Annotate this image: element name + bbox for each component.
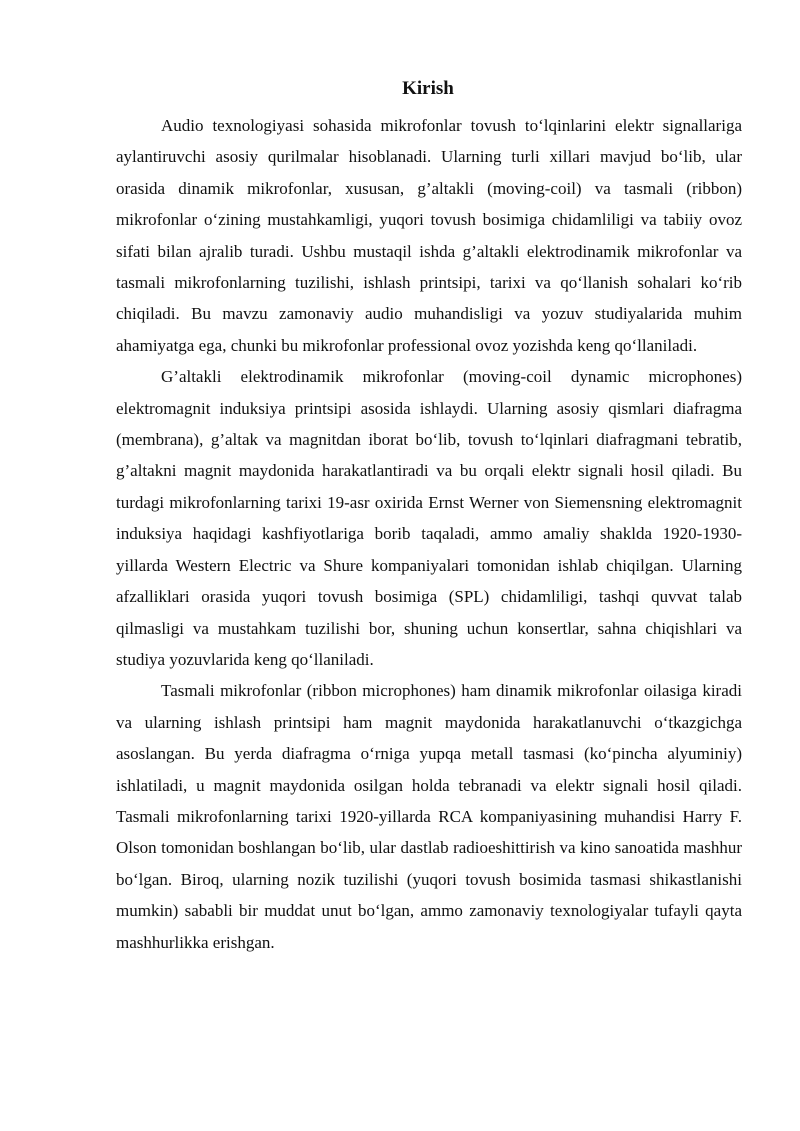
paragraph-introduction: Audio texnologiyasi sohasida mikrofonlar tovush to‘lqinlarini elektr signallariga aylantiruvchi asosiy qurilmalar hisoblanadi. Ularning turli xillari mavjud bo‘lib, ular orasida dinamik mikrofonlar, xususan, g’altakli (moving-coil) va tasmali (ribbon) mikrofonlar o‘zining mustahkamligi, yuqori tovush bosimiga chidamliligi va tabiiy ovoz sifati bilan ajralib turadi. Ushbu mustaqil ishda g’altakli elektrodinamik mikrofonlar va tasmali mikrofonlarning tuzilishi, ishlash printsipi, tarixi va qo‘llanish sohalari ko‘rib chiqiladi. Bu mavzu zamonaviy audio muhandisligi va yozuv studiyalarida muhim ahamiyatga ega, chunki bu mikrofonlar professional ovoz yozishda keng qo‘llaniladi.: [116, 116, 742, 355]
paragraph-moving-coil-microphones: G’altakli elektrodinamik mikrofonlar (moving-coil dynamic microphones) elektromagnit induksiya printsipi asosida ishlaydi. Ularning asosiy qismlari diafragma (membrana), g’altak va magnitdan iborat bo‘lib, tovush to‘lqinlari diafragmani tebratib, g’altakni magnit maydonida harakatlantiradi va bu orqali elektr signali hosil qiladi. Bu turdagi mikrofonlarning tarixi 19-asr oxirida Ernst Werner von Siemensning elektromagnit induksiya haqidagi kashfiyotlariga borib taqaladi, ammo amaliy shaklda 1920-1930-yillarda Western Electric va Shure kompaniyalari tomonidan ishlab chiqilgan. Ularning afzalliklari orasida yuqori tovush bosimiga (SPL) chidamliligi, tashqi quvvat talab qilmasligi va mustahkam tuzilishi bor, shuning uchun konsertlar, sahna chiqishlari va studiya yozuvlarida keng qo‘llaniladi.: [116, 367, 742, 669]
document-body: [116, 110, 742, 958]
paragraph-ribbon-microphones: Tasmali mikrofonlar (ribbon microphones) ham dinamik mikrofonlar oilasiga kiradi va ularning ishlash printsipi ham magnit maydonida harakatlanuvchi o‘tkazgichga asoslangan. Bu yerda diafragma o‘rniga yupqa metall tasmasi (ko‘pincha alyuminiy) ishlatiladi, u magnit maydonida osilgan holda tebranadi va elektr signali hosil qiladi. Tasmali mikrofonlarning tarixi 1920-yillarda RCA kompaniyasining muhandisi Harry F. Olson tomonidan boshlangan bo‘lib, ular dastlab radioeshittirish va kino sanoatida mashhur bo‘lgan. Biroq, ularning nozik tuzilishi (yuqori tovush bosimida tasmasi shikastlanishi mumkin) sababli bir muddat unut bo‘lgan, ammo zamonaviy texnologiyalar tufayli qayta mashhurlikka erishgan.: [116, 681, 742, 952]
page-title: Kirish: [402, 78, 454, 99]
